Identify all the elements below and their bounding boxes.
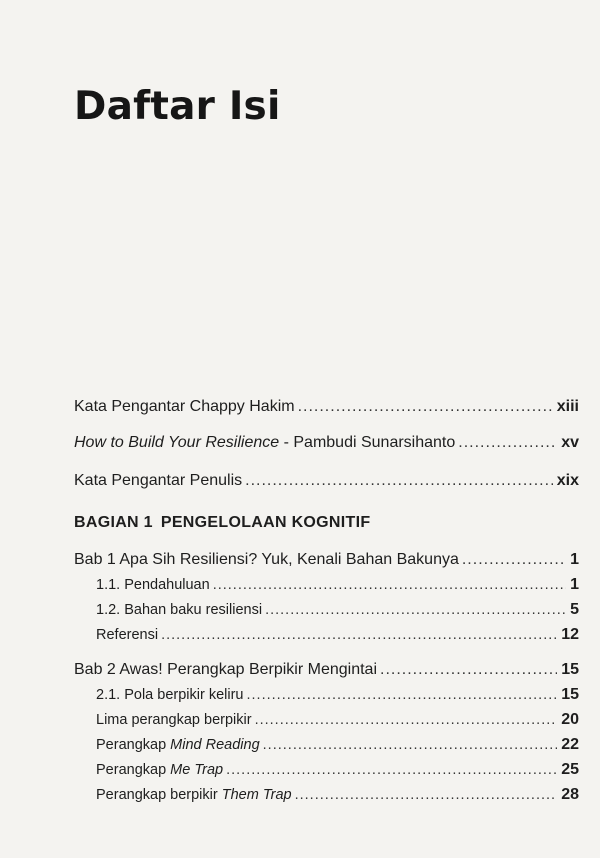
- toc-entry-label-rest: - Pambudi Sunarsihanto: [279, 434, 456, 451]
- toc-section-them-trap: [96, 786, 579, 804]
- toc-entry-label: Kata Pengantar Chappy Hakim: [74, 398, 295, 415]
- toc-entry-page: xiii: [556, 398, 579, 415]
- part-name: PENGELOLAAN KOGNITIF: [160, 514, 371, 531]
- toc-section-label: [96, 787, 292, 803]
- toc-section-label: Referensi: [96, 627, 159, 643]
- toc-entry-build-resilience: [74, 434, 579, 452]
- toc-section-label: 1.1. Pendahuluan: [96, 577, 210, 593]
- toc-section-label-plain: Perangkap: [96, 762, 171, 778]
- leader-dots: [295, 787, 558, 803]
- leader-dots: [462, 551, 566, 569]
- toc-section-me-trap: [96, 761, 579, 779]
- toc-section-label: [96, 762, 223, 778]
- toc-entry-page: xv: [561, 434, 579, 451]
- toc-section-page: 12: [561, 626, 579, 643]
- toc-entry-label-italic: How to Build Your Resilience: [74, 434, 280, 451]
- toc-section-label: 2.1. Pola berpikir keliru: [96, 687, 244, 703]
- toc-entry-page: xix: [556, 472, 579, 489]
- toc-section-page: 22: [561, 736, 579, 753]
- toc-section-page: 5: [570, 601, 579, 618]
- toc-entry-label: Kata Pengantar Penulis: [74, 472, 243, 489]
- page-title: Daftar Isi: [74, 84, 281, 129]
- part-heading: [74, 514, 370, 532]
- toc-chapter-2: [74, 661, 579, 679]
- toc-section-five-traps: [96, 711, 579, 729]
- leader-dots: [247, 687, 558, 703]
- toc-section-1-2: [96, 601, 579, 619]
- leader-dots: [380, 661, 557, 679]
- toc-section-references-1: [96, 626, 579, 644]
- leader-dots: [263, 737, 558, 753]
- leader-dots: [161, 627, 557, 643]
- part-number: BAGIAN 1: [74, 514, 153, 531]
- toc-chapter-1: [74, 551, 579, 569]
- toc-chapter-label: Bab 2 Awas! Perangkap Berpikir Mengintai: [74, 661, 377, 678]
- toc-section-label-plain: Perangkap berpikir: [96, 787, 222, 803]
- leader-dots: [458, 434, 557, 452]
- leader-dots: [213, 577, 566, 593]
- toc-section-label-italic: Me Trap: [170, 762, 224, 778]
- toc-section-1-1: [96, 576, 579, 594]
- leader-dots: [298, 398, 553, 416]
- toc-section-label-plain: Perangkap: [96, 737, 171, 753]
- toc-section-page: 28: [561, 786, 579, 803]
- toc-section-page: 20: [561, 711, 579, 728]
- toc-chapter-page: 15: [561, 661, 579, 678]
- toc-section-label-italic: Mind Reading: [170, 737, 260, 753]
- toc-entry-foreword-chappy: [74, 398, 579, 416]
- toc-section-page: 15: [561, 686, 579, 703]
- leader-dots: [226, 762, 557, 778]
- toc-section-label: 1.2. Bahan baku resiliensi: [96, 602, 263, 618]
- toc-entry-foreword-author: [74, 472, 579, 490]
- toc-section-label: [96, 737, 260, 753]
- leader-dots: [245, 472, 553, 490]
- leader-dots: [265, 602, 566, 618]
- leader-dots: [255, 712, 558, 728]
- toc-section-label-italic: Them Trap: [221, 787, 292, 803]
- toc-section-page: 25: [561, 761, 579, 778]
- toc-section-label: Lima perangkap berpikir: [96, 712, 252, 728]
- toc-section-page: 1: [570, 576, 579, 593]
- toc-entry-label: [74, 434, 455, 452]
- toc-chapter-label: Bab 1 Apa Sih Resiliensi? Yuk, Kenali Bahan Bakunya: [74, 551, 459, 568]
- toc-section-2-1: [96, 686, 579, 704]
- toc-chapter-page: 1: [570, 551, 579, 568]
- toc-section-mind-reading: [96, 736, 579, 754]
